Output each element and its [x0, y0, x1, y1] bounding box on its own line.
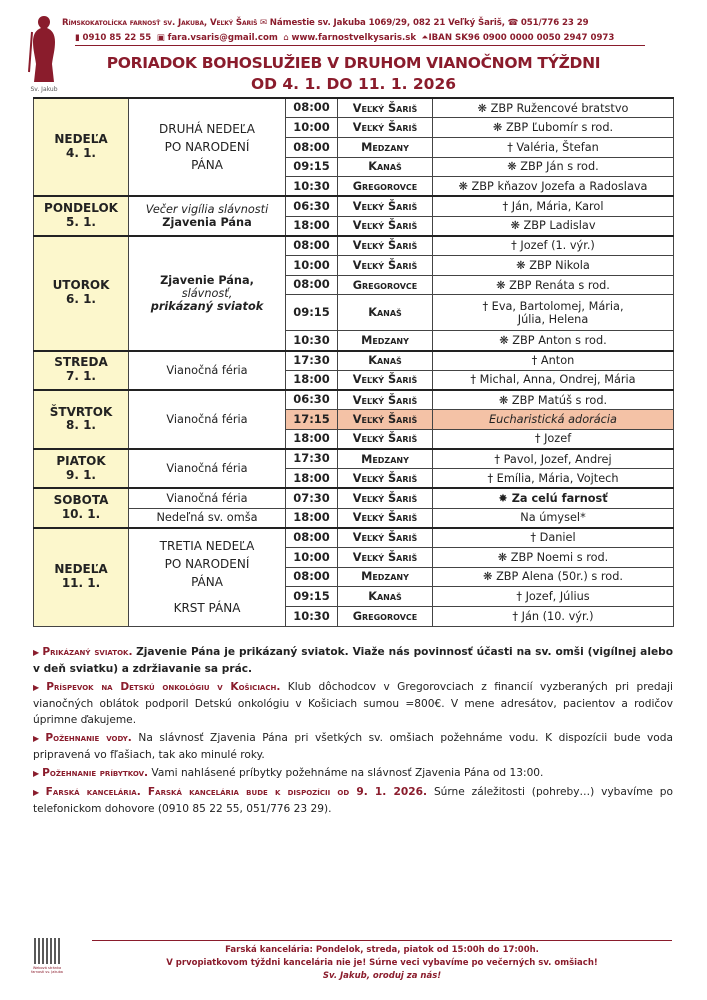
liturgy-line: PO NARODENÍ: [164, 140, 250, 155]
place-cell: Kanaš: [338, 587, 433, 607]
iban: IBAN SK96 0900 0000 0050 2947 0973: [428, 33, 615, 43]
liturgy-line: DRUHÁ NEDEĽA: [159, 122, 255, 137]
time-cell: 07:30: [286, 488, 338, 508]
intention-cell: ❋ ZBP Ružencové bratstvo: [433, 98, 674, 118]
triangle-bullet-icon: ▶: [33, 769, 40, 778]
intention-line: Júlia, Helena: [517, 312, 589, 326]
intention-cell: † Ján, Mária, Karol: [433, 196, 674, 216]
announcement: [33, 679, 673, 728]
place-cell: Veľký Šariš: [338, 528, 433, 548]
triangle-bullet-icon: ▶: [33, 788, 43, 797]
schedule-row: [34, 236, 674, 256]
day-name: PONDELOK: [44, 201, 118, 216]
intention-cell: ✸ Za celú farnosť: [433, 488, 674, 508]
web-icon: ⌂: [283, 33, 289, 43]
intention-cell: ❋ ZBP Ján s rod.: [433, 157, 674, 177]
day-name: SOBOTA: [53, 493, 109, 508]
office-hours: Farská kancelária: Pondelok, streda, piatok od 15:00h do 17:00h.: [225, 945, 539, 955]
header-line-2: [75, 33, 645, 46]
place-cell: Kanaš: [338, 351, 433, 371]
place-cell: Veľký Šariš: [338, 410, 433, 430]
announcement: [33, 644, 673, 677]
day-date: 7. 1.: [66, 369, 96, 384]
place-cell: Gregorovce: [338, 607, 433, 627]
intention-cell: † Jozef (1. výr.): [433, 236, 674, 256]
time-cell: 10:30: [286, 331, 338, 351]
time-cell: 18:00: [286, 216, 338, 236]
day-cell: [34, 351, 129, 390]
schedule-row: [34, 528, 674, 548]
announcement-text: Zjavenie Pána je prikázaný sviatok. Viaže nás povinnosť účasti na sv. omši (vigílnej alebo v deň sviatku) a zdržiavanie sa prác.: [33, 646, 674, 675]
mobile-icon: ▮: [75, 33, 80, 43]
day-name: PIATOK: [56, 453, 106, 468]
day-name: ŠTVRTOK: [49, 404, 113, 419]
time-cell: 17:30: [286, 449, 338, 469]
liturgy-cell: [129, 351, 286, 390]
liturgy-line: TRETIA NEDEĽA: [159, 539, 255, 554]
header-line-1: [62, 18, 672, 28]
email-icon: ▣: [156, 33, 165, 43]
announcement-text: Na slávnosť Zjavenia Pána pri všetkých sv. omšiach požehnáme vodu. K dispozícii bude voda pripravená vo fľašiach, tak ako minulé roky.: [33, 732, 674, 761]
place-cell: Veľký Šariš: [338, 196, 433, 216]
liturgy-cell: [129, 449, 286, 488]
schedule-row: [34, 390, 674, 410]
time-cell: 10:30: [286, 177, 338, 197]
intention-cell: ❋ ZBP Nikola: [433, 256, 674, 276]
intention-cell: Eucharistická adorácia: [433, 410, 674, 430]
intention-cell: ❋ ZBP Alena (50r.) s rod.: [433, 567, 674, 587]
liturgy-cell: [129, 98, 286, 196]
phone: 051/776 23 29: [520, 18, 589, 28]
schedule-row: [34, 98, 674, 118]
liturgy-line: PO NARODENÍ: [164, 557, 250, 572]
liturgy-line: Vianočná féria: [166, 363, 248, 377]
day-cell: [34, 236, 129, 351]
place-cell: Medzany: [338, 449, 433, 469]
day-name: UTOROK: [52, 278, 110, 293]
day-cell: [34, 98, 129, 196]
intention-line: † Eva, Bartolomej, Mária,: [482, 299, 624, 313]
time-cell: 10:00: [286, 118, 338, 138]
time-cell: 17:15: [286, 410, 338, 430]
liturgy-cell: [129, 390, 286, 449]
schedule-row: [34, 508, 674, 528]
time-cell: 08:00: [286, 236, 338, 256]
time-cell: 18:00: [286, 508, 338, 528]
schedule-row: [34, 196, 674, 216]
day-cell: [34, 196, 129, 235]
liturgy-line: slávnosť,: [181, 286, 233, 300]
intention-cell: † Valéria, Štefan: [433, 137, 674, 157]
place-cell: Veľký Šariš: [338, 216, 433, 236]
announcement-heading: Farská kancelária. Farská kancelária bude k dispozícii od 9. 1. 2026.: [45, 786, 428, 798]
place-cell: Kanaš: [338, 295, 433, 331]
time-cell: 18:00: [286, 370, 338, 390]
day-date: 5. 1.: [66, 215, 96, 230]
mail-icon: ✉: [260, 18, 268, 28]
place-cell: Medzany: [338, 331, 433, 351]
liturgy-cell: [129, 528, 286, 626]
day-name: NEDEĽA: [54, 562, 108, 577]
day-date: 4. 1.: [66, 146, 96, 161]
day-cell: [34, 390, 129, 449]
announcement: [33, 730, 673, 763]
triangle-bullet-icon: ▶: [33, 648, 40, 657]
liturgy-cell: Nedeľná sv. omša: [129, 508, 286, 528]
place-cell: Veľký Šariš: [338, 469, 433, 489]
day-name: NEDEĽA: [54, 132, 108, 147]
day-date: 6. 1.: [66, 292, 96, 307]
intention-cell: ❋ ZBP kňazov Jozefa a Radoslava: [433, 177, 674, 197]
time-cell: 09:15: [286, 157, 338, 177]
office-note: V prvopiatkovom týždni kancelária nie je! Súrne veci vybavíme po večerných sv. omšiach!: [166, 958, 598, 968]
place-cell: Veľký Šariš: [338, 236, 433, 256]
time-cell: 06:30: [286, 390, 338, 410]
liturgy-line: Vianočná féria: [166, 462, 248, 476]
qr-caption: Webová stránka farnosti sv. Jakuba: [31, 966, 63, 974]
footer: [92, 944, 672, 983]
time-cell: 08:00: [286, 567, 338, 587]
liturgy-line: KRST PÁNA: [173, 601, 241, 616]
announcement-heading: Príspevok na Detskú onkológiu v Košiciach.: [46, 681, 281, 693]
place-cell: Kanaš: [338, 157, 433, 177]
schedule-table: [33, 97, 674, 627]
intention-cell: † Pavol, Jozef, Andrej: [433, 449, 674, 469]
mobile: 0910 85 22 55: [82, 33, 152, 43]
schedule-row: [34, 351, 674, 371]
announcement-heading: Prikázaný sviatok.: [42, 646, 133, 658]
day-date: 9. 1.: [66, 467, 96, 482]
intention-cell: † Emília, Mária, Vojtech: [433, 469, 674, 489]
time-cell: 10:30: [286, 607, 338, 627]
day-cell: [34, 528, 129, 626]
parish-name: Rímskokatolícka farnosť sv. Jakuba, Veľký Šariš: [62, 18, 258, 28]
intention-cell: † Michal, Anna, Ondrej, Mária: [433, 370, 674, 390]
day-cell: [34, 488, 129, 527]
liturgy-line: Zjavenie Pána,: [160, 273, 254, 287]
schedule-row: [34, 449, 674, 469]
time-cell: 10:00: [286, 256, 338, 276]
intention-cell: † Ján (10. výr.): [433, 607, 674, 627]
place-cell: Gregorovce: [338, 275, 433, 295]
intention-cell: ❋ ZBP Ľubomír s rod.: [433, 118, 674, 138]
liturgy-line: Vianočná féria: [166, 412, 248, 426]
liturgy-line: prikázaný sviatok: [150, 299, 264, 313]
announcement: [33, 765, 673, 782]
time-cell: 17:30: [286, 351, 338, 371]
time-cell: 09:15: [286, 587, 338, 607]
place-cell: Medzany: [338, 137, 433, 157]
qr-code[interactable]: [34, 938, 60, 964]
time-cell: 10:00: [286, 547, 338, 567]
liturgy-line: PÁNA: [191, 158, 223, 173]
liturgy-line: Zjavenia Pána: [162, 216, 252, 230]
intention-cell: † Daniel: [433, 528, 674, 548]
triangle-bullet-icon: ▶: [33, 734, 43, 743]
liturgy-cell: [129, 236, 286, 351]
address: Námestie sv. Jakuba 1069/29, 082 21 Veľký Šariš,: [269, 18, 505, 28]
liturgy-cell: [129, 196, 286, 235]
time-cell: 18:00: [286, 429, 338, 449]
footer-divider: [92, 940, 672, 941]
email[interactable]: fara.vsaris@gmail.com: [167, 33, 278, 43]
liturgy-line: Večer vigília slávnosti: [145, 203, 269, 217]
intention-cell: ❋ ZBP Matúš s rod.: [433, 390, 674, 410]
liturgy-cell: Vianočná féria: [129, 488, 286, 508]
time-cell: 08:00: [286, 528, 338, 548]
place-cell: Veľký Šariš: [338, 390, 433, 410]
time-cell: 08:00: [286, 98, 338, 118]
announcement-heading: Požehnanie príbytkov.: [42, 767, 149, 779]
intention-cell: [433, 295, 674, 331]
announcement: [33, 784, 673, 817]
intention-cell: ❋ ZBP Ladislav: [433, 216, 674, 236]
announcement-text: Klub dôchodcov v Gregorovciach z financií vyzberaných pri predaji vianočných oblátok podporil Detskú onkológiu v Košiciach sumou =800€. V mene adresátov, pacientov a rodičov úprimne ďakujeme.: [33, 681, 674, 726]
place-cell: Veľký Šariš: [338, 547, 433, 567]
place-cell: Veľký Šariš: [338, 508, 433, 528]
intention-cell: † Jozef: [433, 429, 674, 449]
announcements: [33, 644, 673, 819]
time-cell: 09:15: [286, 295, 338, 331]
place-cell: Medzany: [338, 567, 433, 587]
place-cell: Veľký Šariš: [338, 429, 433, 449]
place-cell: Veľký Šariš: [338, 370, 433, 390]
page-title: PORIADOK BOHOSLUŽIEB V DRUHOM VIANOČNOM TÝŽDNI: [106, 54, 601, 72]
place-cell: Veľký Šariš: [338, 256, 433, 276]
intention-cell: ❋ ZBP Renáta s rod.: [433, 275, 674, 295]
page-subtitle-dates: OD 4. 1. DO 11. 1. 2026: [250, 75, 457, 93]
time-cell: 06:30: [286, 196, 338, 216]
intention-cell: † Anton: [433, 351, 674, 371]
day-date: 11. 1.: [61, 576, 101, 591]
intention-cell: † Jozef, Július: [433, 587, 674, 607]
intention-cell: ❋ ZBP Noemi s rod.: [433, 547, 674, 567]
announcement-text: Súrne záležitosti (pohreby…) vybavíme po telefonickom dohovore (0910 85 22 55, 051/776 23 29).: [33, 786, 673, 815]
day-cell: [34, 449, 129, 488]
bank-icon: ⏶: [421, 33, 429, 43]
schedule-row: [34, 488, 674, 508]
intention-cell: ❋ ZBP Anton s rod.: [433, 331, 674, 351]
place-cell: Veľký Šariš: [338, 488, 433, 508]
prayer-line: Sv. Jakub, oroduj za nás!: [322, 971, 442, 981]
announcement-heading: Požehnanie vody.: [45, 732, 132, 744]
liturgy-line: PÁNA: [191, 575, 223, 590]
time-cell: 08:00: [286, 137, 338, 157]
logo-caption: Sv. Jakub: [30, 86, 58, 93]
day-date: 10. 1.: [61, 507, 101, 522]
phone-icon: ☎: [507, 18, 519, 28]
day-date: 8. 1.: [66, 418, 96, 433]
time-cell: 18:00: [286, 469, 338, 489]
place-cell: Veľký Šariš: [338, 98, 433, 118]
triangle-bullet-icon: ▶: [33, 683, 44, 692]
place-cell: Veľký Šariš: [338, 118, 433, 138]
day-name: STREDA: [54, 355, 108, 370]
time-cell: 08:00: [286, 275, 338, 295]
intention-cell: Na úmysel*: [433, 508, 674, 528]
announcement-text: Vami nahlásené príbytky požehnáme na slávnosť Zjavenia Pána od 13:00.: [151, 767, 544, 779]
website[interactable]: www.farnostvelkysaris.sk: [291, 33, 417, 43]
place-cell: Gregorovce: [338, 177, 433, 197]
